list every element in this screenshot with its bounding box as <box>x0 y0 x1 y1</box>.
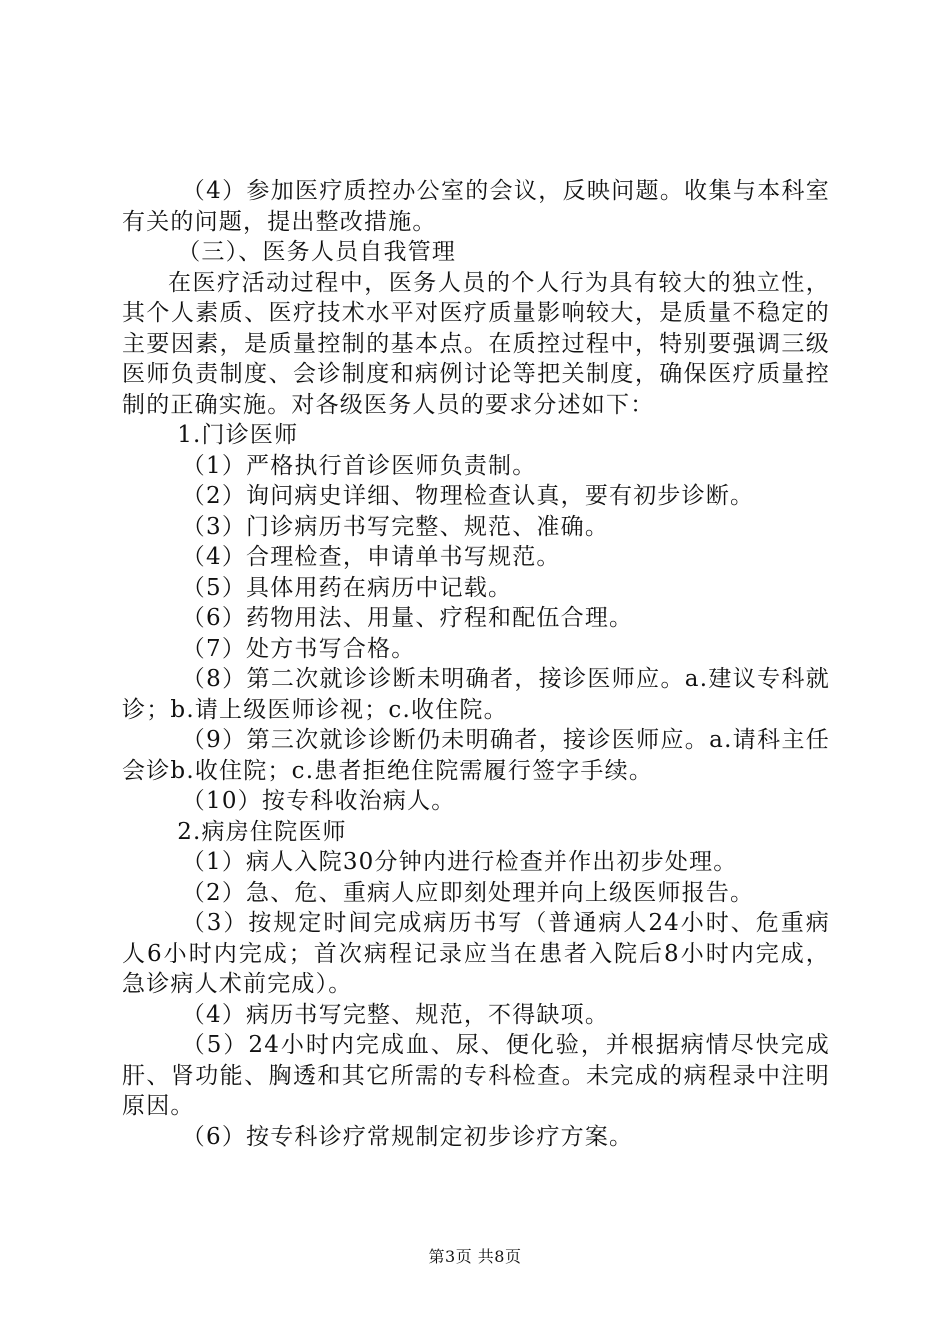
paragraph-item-4-meeting: （4）参加医疗质控办公室的会议，反映问题。收集与本科室有关的问题，提出整改措施。 <box>122 178 830 235</box>
list-item: （7）处方书写合格。 <box>181 635 416 662</box>
list-item: （8）第二次就诊诊断未明确者，接诊医师应。a.建议专科就诊；b.请上级医师诊视；c.收住院。 <box>122 666 830 723</box>
list-item: （6）药物用法、用量、疗程和配伍合理。 <box>181 605 634 631</box>
list-item: （10）按专科收治病人。 <box>181 788 456 814</box>
section-heading-self-management: （三）、医务人员自我管理 <box>177 239 457 265</box>
page-footer: 第3页 共8页 <box>428 1247 522 1266</box>
paragraph-intro: 在医疗活动过程中，医务人员的个人行为具有较大的独立性，其个人素质、医疗技术水平对医疗质量影响较大，是质量不稳定的主要因素，是质量控制的基本点。在质控过程中，特别要强调三级医师负责制度、会诊制度和病例讨论等把关制度，确保医疗质量控制的正确实施。对各级医务人员的要求分述如下： <box>122 269 830 418</box>
subheading-outpatient-doctor: 1.门诊医师 <box>177 422 299 448</box>
list-item: （3）按规定时间完成病历书写（普通病人24小时、危重病人6小时内完成；首次病程记录应当在患者入院后8小时内完成，急诊病人术前完成）。 <box>122 910 830 997</box>
subheading-ward-resident: 2.病房住院医师 <box>177 818 347 845</box>
list-item: （6）按专科诊疗常规制定初步诊疗方案。 <box>181 1123 634 1150</box>
list-item: （4）合理检查，申请单书写规范。 <box>181 544 561 570</box>
list-item: （2）询问病史详细、物理检查认真，要有初步诊断。 <box>181 483 755 509</box>
list-item: （9）第三次就诊诊断仍未明确者，接诊医师应。a.请科主任会诊b.收住院；c.患者拒绝住院需履行签字手续。 <box>122 727 830 784</box>
list-item: （3）门诊病历书写完整、规范、准确。 <box>181 513 610 540</box>
list-item: （4）病历书写完整、规范，不得缺项。 <box>181 1001 610 1028</box>
list-item: （2）急、危、重病人应即刻处理并向上级医师报告。 <box>181 879 755 906</box>
list-item: （5）具体用药在病历中记载。 <box>181 574 513 601</box>
list-item: （5）24小时内完成血、尿、便化验，并根据病情尽快完成肝、肾功能、胸透和其它所需的专科检查。未完成的病程录中注明原因。 <box>122 1032 830 1119</box>
list-item: （1）病人入院30分钟内进行检查并作出初步处理。 <box>181 849 738 875</box>
list-item: （1）严格执行首诊医师负责制。 <box>181 452 537 479</box>
document-body <box>122 176 830 1152</box>
